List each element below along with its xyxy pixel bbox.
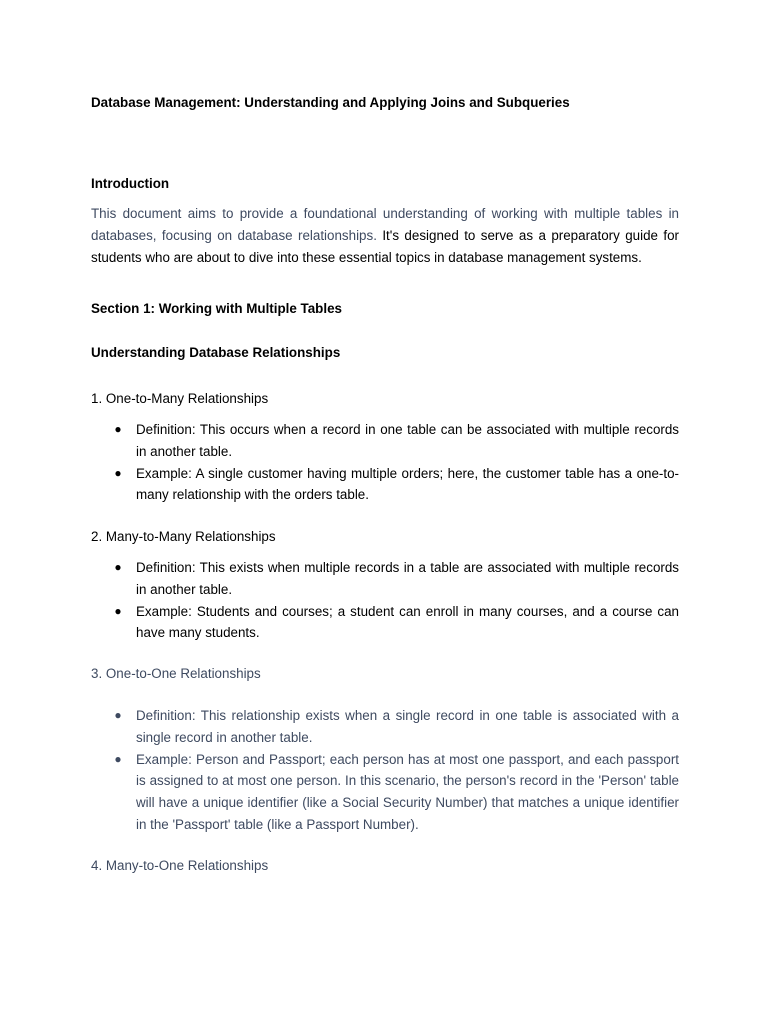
- bullet-icon: ●: [114, 422, 122, 436]
- bullet-text: Example: Students and courses; a student can enroll in many courses, and a course can have many students.: [136, 603, 679, 641]
- one-to-many-bullet-list: [91, 419, 679, 506]
- bullet-text: Definition: This relationship exists when a single record in one table is associated with a single record in another table.: [136, 708, 679, 745]
- relationship-title-many-to-one: 4. Many-to-One Relationships: [91, 858, 269, 873]
- bullet-icon: ●: [114, 465, 122, 480]
- list-item: [91, 749, 679, 836]
- bullet-text: Definition: This occurs when a record in one table can be associated with multiple records in another table.: [136, 422, 679, 459]
- bullet-icon: ●: [114, 751, 122, 766]
- bullet-icon: ●: [114, 603, 122, 618]
- intro-heading: Introduction: [91, 176, 170, 191]
- relationship-title-one-to-one: 3. One-to-One Relationships: [91, 666, 261, 681]
- bullet-text: Definition: This exists when multiple records in a table are associated with multiple records in another table.: [136, 560, 679, 597]
- intro-paragraph-muted: This document aims to provide a foundational understanding of working with multiple tables in databases, focusing on database relationships.: [91, 206, 679, 243]
- list-item: [91, 557, 679, 601]
- intro-paragraph: [91, 203, 679, 269]
- relationship-title-one-to-many: 1. One-to-Many Relationships: [91, 391, 269, 406]
- document-title: Database Management: Understanding and Applying Joins and Subqueries: [91, 95, 570, 110]
- intro-paragraph-rest: It's designed to serve as a preparatory guide for students who are about to dive into these essential topics in database management systems.: [91, 228, 679, 265]
- section1-heading: Section 1: Working with Multiple Tables: [91, 301, 342, 316]
- list-item: [91, 463, 679, 507]
- one-to-one-bullet-list: [91, 705, 679, 836]
- many-to-many-bullet-list: [91, 557, 679, 644]
- list-item: [91, 419, 679, 463]
- bullet-icon: ●: [114, 708, 122, 722]
- section1-subheading: Understanding Database Relationships: [91, 345, 341, 360]
- list-item: [91, 601, 679, 645]
- bullet-text: Example: Person and Passport; each person has at most one passport, and each passport is assigned to at most one person. In this scenario, the person's record in the 'Person' table will have a unique identifier (like a Social Security Number) that matches a unique identifier in the 'Passport' table (like a Passport Number).: [136, 751, 679, 832]
- bullet-text: Example: A single customer having multiple orders; here, the customer table has a one-to-many relationship with the orders table.: [136, 465, 679, 503]
- list-item: [91, 705, 679, 749]
- relationship-title-many-to-many: 2. Many-to-Many Relationships: [91, 529, 276, 544]
- bullet-icon: ●: [114, 560, 122, 574]
